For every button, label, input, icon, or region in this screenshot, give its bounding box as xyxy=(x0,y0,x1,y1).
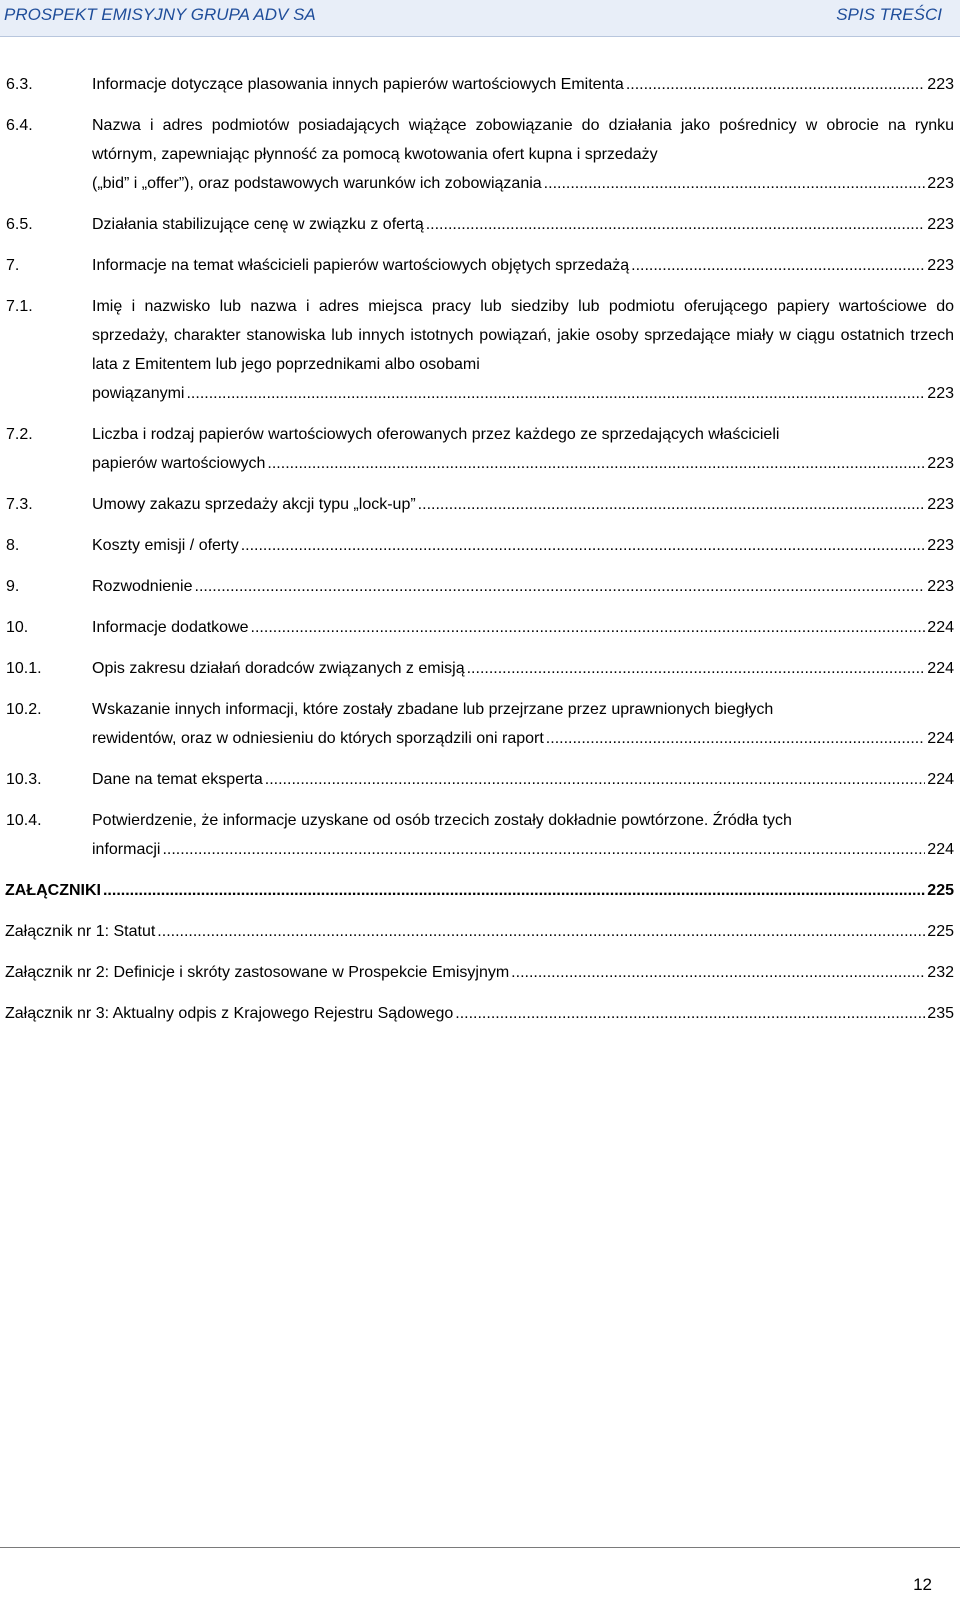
toc-entry-page: 223 xyxy=(927,537,954,554)
toc-leader-dots xyxy=(467,654,926,683)
toc-entry-title-part: Liczba i rodzaj papierów wartościowych oferowanych przez każdego ze sprzedających właścicieli xyxy=(92,426,780,443)
toc-entry[interactable] xyxy=(0,654,954,683)
toc-entry-title: Rozwodnienie xyxy=(92,578,193,595)
toc-entry-page: 223 xyxy=(927,257,954,274)
toc-leader-dots xyxy=(544,169,926,198)
toc-leader-dots xyxy=(455,999,925,1028)
toc-entry-title: informacji xyxy=(92,841,161,858)
toc-entry-title: Działania stabilizujące cenę w związku z ofertą xyxy=(92,216,424,233)
toc-entry-page: 223 xyxy=(927,216,954,233)
toc-entry-number: 9. xyxy=(6,578,20,595)
toc-entry-title: („bid” i „offer”), oraz podstawowych warunków ich zobowiązania xyxy=(92,175,542,192)
toc-entry[interactable] xyxy=(0,111,954,198)
toc-entry-appendix[interactable] xyxy=(0,917,954,946)
page-header xyxy=(0,0,960,37)
toc-entry-number: 7.1. xyxy=(6,298,33,315)
toc-entry-page: 224 xyxy=(927,771,954,788)
toc-leader-dots xyxy=(267,449,925,478)
toc-entry-title: Informacje na temat właścicieli papierów wartościowych objętych sprzedażą xyxy=(92,257,630,274)
toc-entry-title-part: Imię i nazwisko lub nazwa i adres miejsca pracy lub siedziby lub podmiotu oferującego papiery wartościowe do sprzedaży, charakter stanowiska lub innych istotnych powiązań, jakie osoby sprzedające miały w ciągu ostatnich trzech lata z Emitentem lub jego poprzednikami albo osobami xyxy=(92,298,954,373)
toc-entry-number: 10. xyxy=(6,619,29,636)
toc-entry[interactable] xyxy=(0,531,954,560)
toc-entry-title-part: Potwierdzenie, że informacje uzyskane od osób trzecich zostały dokładnie powtórzone. Źródła tych xyxy=(92,812,792,829)
toc-entry-page: 223 xyxy=(927,385,954,402)
toc-entry[interactable] xyxy=(0,292,954,408)
toc-entry-page: 232 xyxy=(927,964,954,981)
toc-entry-title: rewidentów, oraz w odniesieniu do których sporządzili oni raport xyxy=(92,730,544,747)
toc-leader-dots xyxy=(631,251,925,280)
toc-entry-page: 224 xyxy=(927,730,954,747)
toc-entry-page: 225 xyxy=(927,923,954,940)
toc-entry[interactable] xyxy=(0,572,954,601)
toc-leader-dots xyxy=(195,572,926,601)
toc-entry-number: 7. xyxy=(6,257,20,274)
toc-leader-dots xyxy=(241,531,926,560)
toc-entry[interactable] xyxy=(0,765,954,794)
toc-entry-page: 223 xyxy=(927,76,954,93)
table-of-contents xyxy=(0,70,954,1040)
toc-entry[interactable] xyxy=(0,420,954,478)
toc-entry-number: 10.3. xyxy=(6,771,42,788)
toc-leader-dots xyxy=(418,490,926,519)
toc-entry-title-part: Nazwa i adres podmiotów posiadających wiążące zobowiązanie do działania jako pośrednicy w obrocie na rynku wtórnym, zapewniając płynność za pomocą kwotowania ofert kupna i sprzedaży xyxy=(92,117,954,163)
toc-entry-title: Opis zakresu działań doradców związanych z emisją xyxy=(92,660,465,677)
toc-entry-number: 6.3. xyxy=(6,76,33,93)
toc-entry-page: 224 xyxy=(927,660,954,677)
toc-entry-title: Załącznik nr 2: Definicje i skróty zastosowane w Prospekcie Emisyjnym xyxy=(5,964,510,981)
toc-entry-title: powiązanymi xyxy=(92,385,185,402)
footer-divider xyxy=(0,1547,960,1548)
toc-entry[interactable] xyxy=(0,613,954,642)
toc-entry-number: 7.2. xyxy=(6,426,33,443)
toc-entry-appendix[interactable] xyxy=(0,999,954,1028)
toc-leader-dots xyxy=(186,379,925,408)
toc-entry[interactable] xyxy=(0,251,954,280)
toc-entry-number: 8. xyxy=(6,537,20,554)
section-title: SPIS TREŚCI xyxy=(836,5,942,24)
toc-entry[interactable] xyxy=(0,695,954,753)
toc-entry-title: Dane na temat eksperta xyxy=(92,771,263,788)
toc-entry-title: ZAŁĄCZNIKI xyxy=(5,882,101,899)
toc-entry-number: 7.3. xyxy=(6,496,33,513)
toc-leader-dots xyxy=(626,70,925,99)
toc-entry-page: 223 xyxy=(927,496,954,513)
toc-leader-dots xyxy=(251,613,926,642)
toc-entry-page: 235 xyxy=(927,1005,954,1022)
toc-entry-number: 10.4. xyxy=(6,812,42,829)
toc-entry-number: 6.4. xyxy=(6,117,33,134)
toc-entry-page: 223 xyxy=(927,175,954,192)
toc-entry[interactable] xyxy=(0,806,954,864)
toc-entry-title: Informacje dodatkowe xyxy=(92,619,249,636)
toc-entry-title: papierów wartościowych xyxy=(92,455,266,472)
toc-entry-title: Umowy zakazu sprzedaży akcji typu „lock-up” xyxy=(92,496,416,513)
toc-entry-number: 6.5. xyxy=(6,216,33,233)
toc-entry-page: 225 xyxy=(927,882,954,899)
toc-entry-number: 10.1. xyxy=(6,660,42,677)
toc-leader-dots xyxy=(157,917,925,946)
document-title: PROSPEKT EMISYJNY GRUPA ADV SA xyxy=(4,5,316,24)
toc-entry-title-part: Wskazanie innych informacji, które zostały zbadane lub przejrzane przez uprawnionych biegłych xyxy=(92,701,774,718)
toc-entry-page: 224 xyxy=(927,619,954,636)
page-number: 12 xyxy=(913,1575,932,1594)
toc-leader-dots xyxy=(426,210,926,239)
toc-entry-appendix[interactable] xyxy=(0,958,954,987)
toc-entry-page: 224 xyxy=(927,841,954,858)
toc-entry-number: 10.2. xyxy=(6,701,42,718)
toc-entry-page: 223 xyxy=(927,578,954,595)
toc-leader-dots xyxy=(546,724,926,753)
toc-entry-appendices[interactable] xyxy=(0,876,954,905)
toc-entry[interactable] xyxy=(0,490,954,519)
toc-leader-dots xyxy=(511,958,925,987)
toc-entry-title: Załącznik nr 1: Statut xyxy=(5,923,156,940)
toc-entry-title: Informacje dotyczące plasowania innych papierów wartościowych Emitenta xyxy=(92,76,624,93)
toc-entry[interactable] xyxy=(0,70,954,99)
toc-leader-dots xyxy=(265,765,926,794)
toc-entry[interactable] xyxy=(0,210,954,239)
toc-leader-dots xyxy=(103,876,925,905)
toc-leader-dots xyxy=(162,835,925,864)
toc-entry-page: 223 xyxy=(927,455,954,472)
toc-entry-title: Załącznik nr 3: Aktualny odpis z Krajowego Rejestru Sądowego xyxy=(5,1005,454,1022)
toc-entry-title: Koszty emisji / oferty xyxy=(92,537,239,554)
